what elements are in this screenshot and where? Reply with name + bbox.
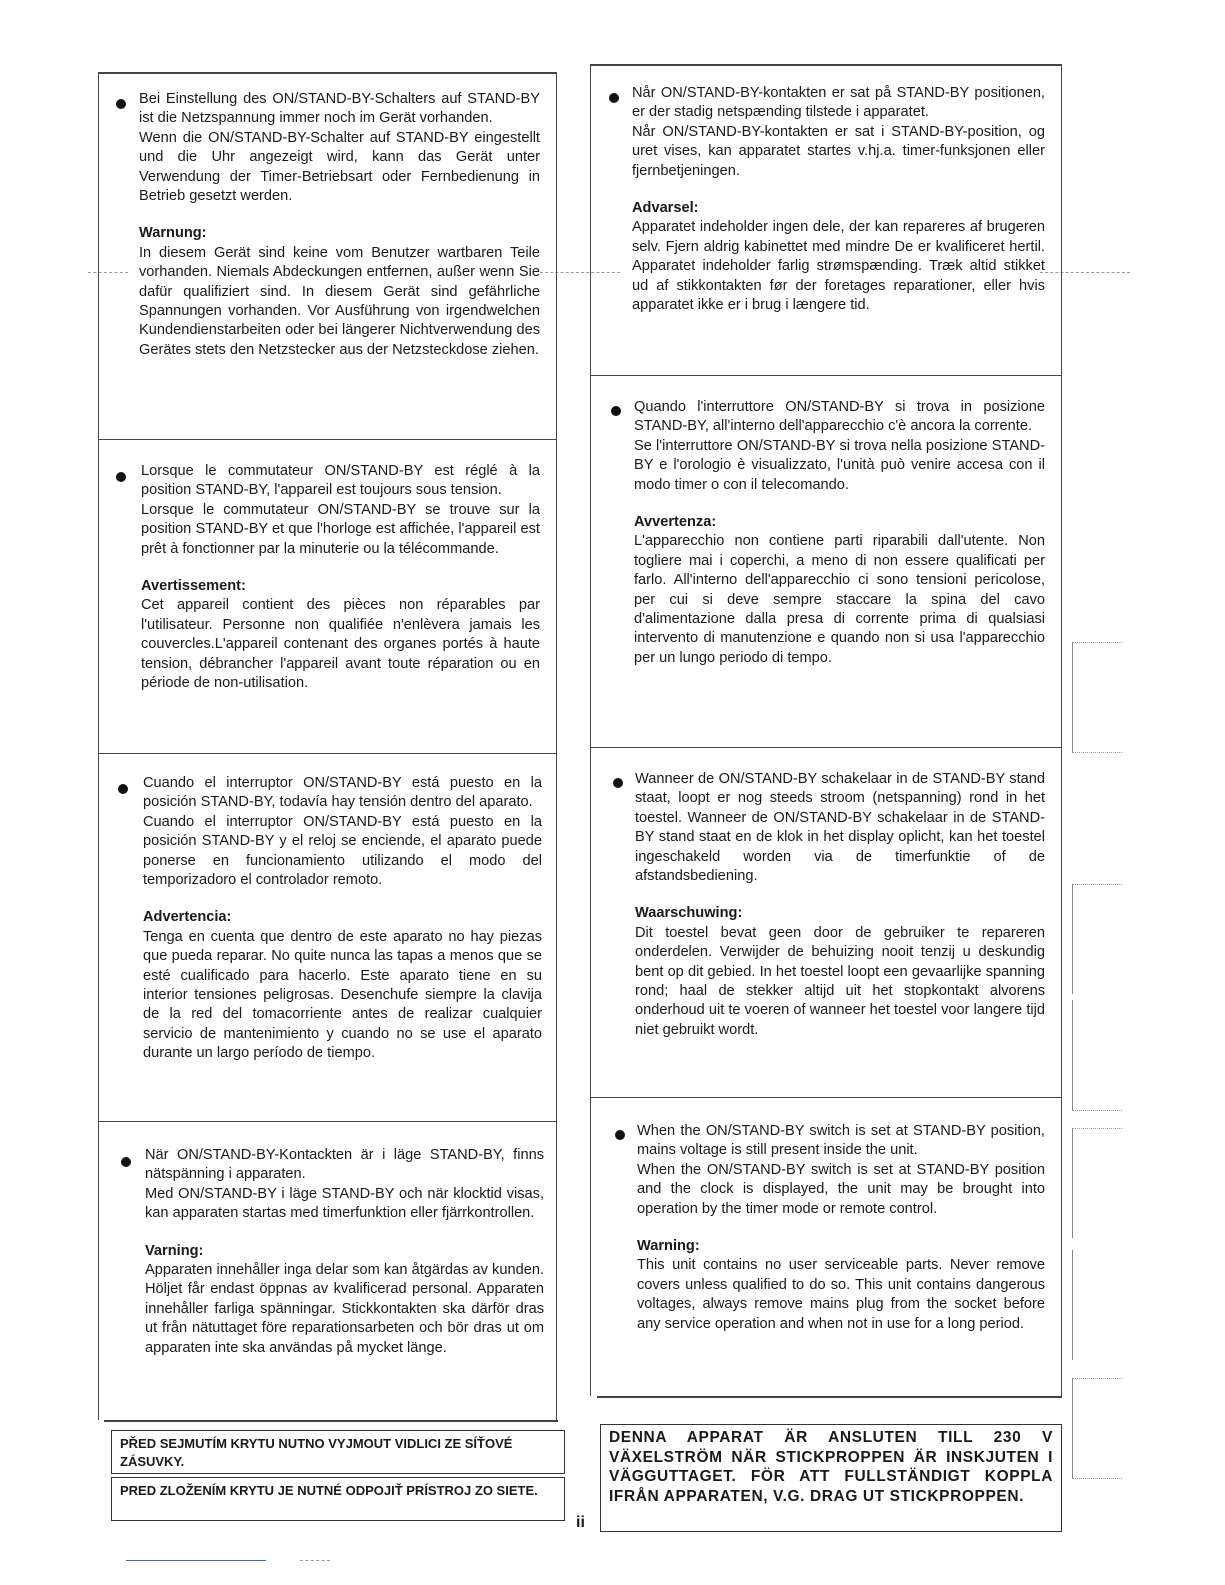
paragraph: Cuando el interruptor ON/STAND-BY está puesto en la posición STAND-BY y el reloj se enciende, el aparato puede ponerse en funcionamiento utilizando el modo del temporizadoro el controlador remoto. bbox=[143, 813, 542, 889]
warning-title: Advarsel: bbox=[632, 200, 699, 217]
bullet-icon bbox=[116, 472, 126, 482]
bullet-icon bbox=[116, 99, 126, 109]
paragraph: Lorsque le commutateur ON/STAND-BY est réglé à la position STAND-BY, l'appareil est toujours sous tension. bbox=[141, 463, 540, 499]
notice-swedish-text: DENNA APPARAT ÄR ANSLUTEN TILL 230 V VÄXELSTRÖM NÄR STICKPROPPEN ÄR INSKJUTEN I VÄGGUTTAGET. FÖR ATT FULLSTÄNDIGT KOPPLA IFRÅN APPARATEN, V.G. DRAG UT STICKPROPPEN. bbox=[609, 1429, 1053, 1505]
section-es bbox=[99, 754, 556, 1122]
section-text bbox=[145, 1146, 544, 1358]
page-number: ii bbox=[576, 1514, 585, 1531]
margin-mark bbox=[1072, 884, 1073, 994]
warning-text: Tenga en cuenta que dentro de este aparato no hay piezas que pueda reparar. No quite nunca las tapas a menos que se esté cualificado para hacerlo. Este aparato tiene en su interior tensiones peligrosas. Desenchufe siempre la clavija de la red del tomacorriente antes de realizar cualquier servicio de mantenimiento y cuando no se use el aparato durante un largo período de tiempo. bbox=[143, 928, 542, 1062]
warning-title: Warnung: bbox=[139, 225, 207, 242]
warning-text: Apparaten innehåller inga delar som kan åtgärdas av kunden. Höljet får endast öppnas av kvalificerad personal. Apparaten innehåller farliga spänningar. Stickkontakten ska därför dras ut från nätuttaget före reparationsarbeten och bör dras ut om apparaten inte ska användas på mycket länge. bbox=[145, 1262, 544, 1356]
section-nl bbox=[591, 748, 1061, 1098]
margin-mark bbox=[1072, 1128, 1122, 1129]
bullet-icon bbox=[118, 784, 128, 794]
warning-title: Varning: bbox=[145, 1242, 204, 1259]
margin-mark bbox=[1072, 1110, 1122, 1111]
bullet-icon bbox=[609, 93, 619, 103]
notice-czech bbox=[111, 1430, 565, 1474]
section-it bbox=[591, 376, 1061, 748]
warning-text: This unit contains no user serviceable parts. Never remove covers unless qualified to do so. This unit contains dangerous voltages, always remove mains plug from the socket before any service operation and when not in use for a long period. bbox=[637, 1257, 1045, 1332]
bottom-blue-line bbox=[126, 1560, 266, 1561]
section-text bbox=[139, 90, 540, 360]
notice-swedish bbox=[600, 1424, 1062, 1532]
bullet-icon bbox=[613, 778, 623, 788]
warning-title: Avertissement: bbox=[141, 578, 246, 595]
margin-mark bbox=[1072, 1378, 1073, 1478]
paragraph: Når ON/STAND-BY-kontakten er sat på STAND-BY positionen, er der stadig netspænding tilstede i apparatet. bbox=[632, 85, 1045, 121]
notice-czech-text: PŘED SEJMUTÍM KRYTU NUTNO VYJMOUT VIDLICI ZE SÍŤOVÉ ZÁSUVKY. bbox=[120, 1436, 513, 1469]
section-fr bbox=[99, 440, 556, 754]
bottom-scan-line bbox=[300, 1560, 330, 1561]
warning-title: Avvertenza: bbox=[634, 514, 717, 531]
paragraph: Cuando el interruptor ON/STAND-BY está puesto en la posición STAND-BY, todavía hay tensión dentro del aparato. bbox=[143, 775, 542, 811]
margin-mark bbox=[1072, 642, 1073, 752]
left-column bbox=[98, 72, 557, 1420]
section-sv bbox=[99, 1122, 556, 1420]
margin-mark bbox=[1072, 1478, 1122, 1479]
bullet-icon bbox=[121, 1157, 131, 1167]
margin-mark bbox=[1072, 884, 1122, 885]
bullet-icon bbox=[615, 1130, 625, 1140]
section-text bbox=[143, 774, 542, 1064]
margin-mark bbox=[1072, 752, 1122, 753]
paragraph: When the ON/STAND-BY switch is set at STAND-BY position, mains voltage is still present inside the unit. bbox=[637, 1123, 1045, 1159]
warning-text: Apparatet indeholder ingen dele, der kan repareres af brugeren selv. Fjern aldrig kabinettet med mindre De er kvalificeret hertil. Apparatet indeholder farlig strømspænding. Træk altid stikket ud af stikkontakten før der foretages reparationer, eller hvis apparatet ikke er i brug i længere tid. bbox=[632, 219, 1045, 314]
paragraph: Quando l'interruttore ON/STAND-BY si trova in posizione STAND-BY, all'interno dell'apparecchio c'è ancora la corrente. bbox=[634, 399, 1045, 435]
notice-slovak bbox=[111, 1477, 565, 1521]
margin-mark bbox=[1072, 1128, 1073, 1238]
paragraph: Bei Einstellung des ON/STAND-BY-Schalters auf STAND-BY ist die Netzspannung immer noch im Gerät vorhanden. bbox=[139, 91, 540, 127]
section-en bbox=[591, 1098, 1061, 1396]
paragraph: Når ON/STAND-BY-kontakten er sat i STAND-BY-position, og uret vises, kan apparatet startes v.hj.a. timer-funksjonen eller fjernbetjeningen. bbox=[632, 123, 1045, 179]
warning-title: Advertencia: bbox=[143, 909, 232, 926]
warning-title: Waarschuwing: bbox=[635, 905, 743, 922]
warning-text: Dit toestel bevat geen door de gebruiker te repareren onderdelen. Verwijder de behuizing nooit tenzij u deskundig bent op dit gebied. In het toestel loopt een gevaarlijke spanning rond; haal de stekker altijd uit het stopkontakt alvorens onderhoud uit te voeren of wanneer het toestel voor langere tijd niet gebruikt wordt. bbox=[635, 924, 1045, 1038]
paragraph: När ON/STAND-BY-Kontackten är i läge STAND-BY, finns nätspänning i apparaten. bbox=[145, 1147, 544, 1183]
warning-text: L'apparecchio non contiene parti riparabili dall'utente. Non togliere mai i coperchi, a meno di non essere qualificati per farlo. All'interno dell'apparecchio ci sono tensioni pericolose, per cui si deve sempre staccare la spina del cavo d'alimentazione dalla presa di corrente prima di qualsiasi intervento di manutenzione e quando non si usa l'apparecchio per un lungo periodo di tempo. bbox=[634, 533, 1045, 666]
section-text bbox=[634, 398, 1045, 668]
margin-mark bbox=[1072, 642, 1122, 643]
section-text bbox=[141, 462, 540, 693]
section-text bbox=[637, 1122, 1045, 1334]
margin-mark bbox=[1072, 1378, 1122, 1379]
margin-mark bbox=[1072, 1250, 1073, 1360]
notice-slovak-text: PRED ZLOŽENÍM KRYTU JE NUTNÉ ODPOJIŤ PRÍSTROJ ZO SIETE. bbox=[120, 1483, 538, 1498]
paragraph: Wanneer de ON/STAND-BY schakelaar in de STAND-BY stand staat, loopt er nog steeds stroom (netspanning) rond in het toestel. Wanneer de ON/STAND-BY schakelaar in de STAND-BY stand staat en de klok in het display oplicht, kan het toestel ingeschakeld worden via de timerfunktie of de afstandsbediening. bbox=[635, 771, 1045, 885]
paragraph: Med ON/STAND-BY i läge STAND-BY och när klocktid visas, kan apparaten startas med timerfunktion eller fjärrkontrollen. bbox=[145, 1185, 544, 1222]
right-column bbox=[590, 64, 1062, 1396]
section-text bbox=[635, 770, 1045, 1040]
bullet-icon bbox=[611, 406, 621, 416]
section-da bbox=[591, 64, 1061, 376]
paragraph: Se l'interruttore ON/STAND-BY si trova nella posizione STAND-BY e l'orologio è visualizzato, l'unità può venire accesa con il modo timer o con il telecomando. bbox=[634, 437, 1045, 493]
section-de bbox=[99, 72, 556, 440]
warning-title: Warning: bbox=[637, 1238, 700, 1255]
right-column-bottom-border bbox=[597, 1396, 1062, 1398]
warning-text: In diesem Gerät sind keine vom Benutzer wartbaren Teile vorhanden. Niemals Abdeckungen entfernen, außer wenn Sie dafür qualifiziert sind. In diesem Gerät sind gefährliche Spannungen vorhanden. Vor Ausführung von irgendwelchen Kundendienstarbeiten oder bei längerer Nichtverwendung des Gerätes stets den Netzstecker aus der Netzsteckdose ziehen. bbox=[139, 244, 540, 358]
paragraph: Wenn die ON/STAND-BY-Schalter auf STAND-BY eingestellt und die Uhr angezeigt wird, kann das Gerät unter Verwendung der Timer-Betriebsart oder Fernbedienung in Betrieb gesetzt werden. bbox=[139, 129, 540, 205]
paragraph: Lorsque le commutateur ON/STAND-BY se trouve sur la position STAND-BY et que l'horloge est affichée, l'appareil est prêt à fonctionner par la minuterie ou la télécommande. bbox=[141, 501, 540, 557]
margin-mark bbox=[1072, 1000, 1073, 1110]
left-column-bottom-border bbox=[104, 1420, 558, 1422]
warning-text: Cet appareil contient des pièces non réparables par l'utilisateur. Personne non qualifiée n'enlèvera jamais les couvercles.L'appareil contenant des organes portés à haute tension, débrancher l'appareil avant toute réparation ou en période de non-utilisation. bbox=[141, 597, 540, 692]
section-text bbox=[632, 84, 1045, 315]
paragraph: When the ON/STAND-BY switch is set at STAND-BY position and the clock is displayed, the unit may be brought into operation by the timer mode or remote control. bbox=[637, 1161, 1045, 1217]
